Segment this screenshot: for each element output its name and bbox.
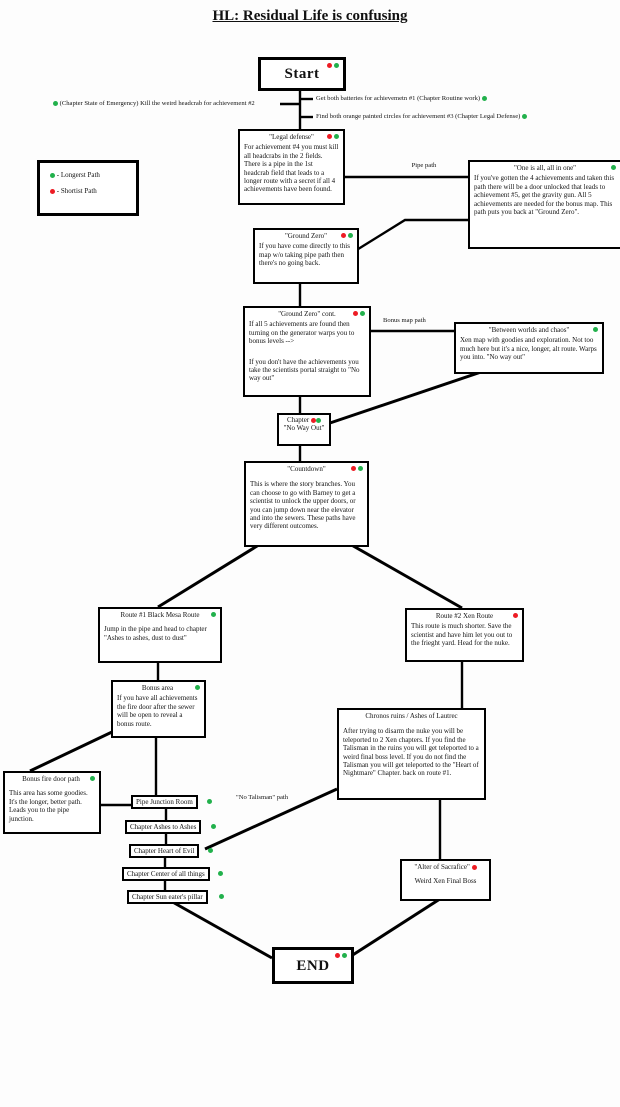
node-one-is-all xyxy=(468,160,620,249)
node-body: If you have come directly to this map w/o taking pipe path then there's no going back. xyxy=(259,242,350,268)
achievement2-note: (Chapter State of Emergency) Kill the weird headcrab for achievement #2 xyxy=(53,100,255,107)
green-dot-icon xyxy=(207,799,212,804)
node-title: "Countdown" xyxy=(287,465,326,473)
node-start xyxy=(258,57,346,91)
no-talisman-path-label: "No Talisman" path xyxy=(236,794,289,801)
start-label: Start xyxy=(284,66,320,82)
green-dot-icon xyxy=(342,953,347,958)
red-dot-icon xyxy=(353,311,358,316)
node-title: Chronos ruins / Ashes of Lautrec xyxy=(365,712,458,720)
node-body: Xen map with goodies and exploration. Not too much here but it's a nice, longer, alt route. Warps you into. "No way out" xyxy=(460,336,597,362)
page-title: HL: Residual Life is confusing xyxy=(212,8,408,24)
node-body: This is where the story branches. You can choose to go with Barney to get a scientist to unlock the upper doors, or you can jump down near the elevator and into the sewers. These paths have very different outcomes. xyxy=(250,480,356,531)
node-bonus-area xyxy=(111,680,206,738)
node-body: After trying to disarm the nuke you will be teleported to 2 Xen chapters. If you find the Talisman in the ruins you will get teleported to a weird final boss level. If you do not find the Talisman you will get teleported to the "Heart of Nightmare" Chapter. back on route #1. xyxy=(343,727,479,778)
green-dot-icon xyxy=(360,311,365,316)
green-dot-icon xyxy=(316,418,321,423)
node-ground-zero-cont xyxy=(243,306,371,397)
green-dot-icon xyxy=(522,114,527,119)
node-chronos-ruins xyxy=(337,708,486,800)
green-dot-icon xyxy=(195,685,200,690)
green-dot-icon xyxy=(611,165,616,170)
green-dot-icon xyxy=(50,173,55,178)
node-title: "Ground Zero" xyxy=(284,232,328,240)
node-body: Weird Xen Final Boss xyxy=(414,877,477,886)
green-dot-icon xyxy=(218,871,223,876)
green-dot-icon xyxy=(211,824,216,829)
node-title: "Ground Zero" cont. xyxy=(278,310,336,318)
node-title: "Between worlds and chaos" xyxy=(488,326,570,334)
red-dot-icon xyxy=(341,233,346,238)
node-no-way-out xyxy=(277,413,331,446)
green-dot-icon xyxy=(208,848,213,853)
end-label: END xyxy=(296,957,330,974)
red-dot-icon xyxy=(327,63,332,68)
bonus-map-path-label: Bonus map path xyxy=(383,317,426,324)
red-dot-icon xyxy=(513,613,518,618)
node-body: If all 5 achievements are found then turning on the generator warps you to bonus levels --> xyxy=(249,320,355,346)
red-dot-icon xyxy=(472,865,477,870)
green-dot-icon xyxy=(53,101,58,106)
green-dot-icon xyxy=(334,63,339,68)
green-dot-icon xyxy=(482,96,487,101)
node-body: If you have all achievements the fire door after the sewer will be open to reveal a bonus route. xyxy=(117,694,198,728)
achievement3-note: Find both orange painted circles for achievement #3 (Chapter Legal Defense) xyxy=(316,113,527,120)
node-countdown xyxy=(244,461,369,547)
legend-longest: - Longerst Path xyxy=(40,163,136,179)
green-dot-icon xyxy=(90,776,95,781)
node-body: This route is much shorter. Save the scientist and have him let you out to the frieght yard. Head for the nuke. xyxy=(411,622,513,648)
legend xyxy=(37,160,139,216)
red-dot-icon xyxy=(351,466,356,471)
achievement1-note: Get both batteries for achievemetn #1 (Chapter Routine work) xyxy=(316,95,487,102)
node-title: Route #2 Xen Route xyxy=(435,612,494,620)
node-chapter-heart-of-evil: Chapter Heart of Evil xyxy=(129,844,199,858)
node-ground-zero xyxy=(253,228,359,284)
node-title: Chapter xyxy=(279,415,329,424)
node-subtitle: "No Way Out" xyxy=(283,424,325,433)
node-between-worlds xyxy=(454,322,604,374)
green-dot-icon xyxy=(358,466,363,471)
node-route2-xen xyxy=(405,608,524,662)
node-body: If you don't have the achievements you take the scientists portal straight to "No way out" xyxy=(249,357,360,383)
node-legal-defense xyxy=(238,129,345,205)
node-route1-black-mesa xyxy=(98,607,222,663)
node-end xyxy=(272,947,354,984)
green-dot-icon xyxy=(211,612,216,617)
node-alter-of-sacrafice xyxy=(400,859,491,901)
pipe-path-label: Pipe path xyxy=(411,162,437,169)
node-body: If you've gotten the 4 achievements and taken this path there will be a door unlocked that leads to achievement #5, get the gravity gun. All 5 achievements are needed for the bonus map. This path puts you back at "Ground Zero". xyxy=(474,174,615,216)
node-title: "Legal defense" xyxy=(269,133,314,141)
node-body: Jump in the pipe and head to chapter "Ashes to ashes, dust to dust" xyxy=(104,625,207,642)
node-title: Route #1 Black Mesa Route xyxy=(120,611,200,619)
node-title: Bonus fire door path xyxy=(22,775,80,783)
node-bonus-fire-door xyxy=(3,771,101,834)
red-dot-icon xyxy=(327,134,332,139)
node-chapter-center-of-all-things: Chapter Center of all things xyxy=(122,867,210,881)
green-dot-icon xyxy=(219,894,224,899)
node-title: "Alter of Sacrafice" xyxy=(402,861,489,871)
green-dot-icon xyxy=(334,134,339,139)
node-pipe-junction-room: Pipe Junction Room xyxy=(131,795,198,809)
node-chapter-sun-eaters-pillar: Chapter Sun eater's pillar xyxy=(127,890,208,904)
legend-shortest: - Shortist Path xyxy=(40,179,136,195)
node-title: Bonus area xyxy=(141,684,174,692)
red-dot-icon xyxy=(335,953,340,958)
node-body: For achievement #4 you must kill all headcrabs in the 2 fields. There is a pipe in the 1st headcrab field that leads to a longer route with a secret if all 4 achievements have been found. xyxy=(244,143,339,194)
green-dot-icon xyxy=(593,327,598,332)
node-chapter-ashes-to-ashes: Chapter Ashes to Ashes xyxy=(125,820,201,834)
node-body: This area has some goodies. It's the longer, better path. Leads you to the pipe junction. xyxy=(9,789,88,823)
green-dot-icon xyxy=(348,233,353,238)
node-title: "One is all, all in one" xyxy=(513,164,577,172)
red-dot-icon xyxy=(50,189,55,194)
